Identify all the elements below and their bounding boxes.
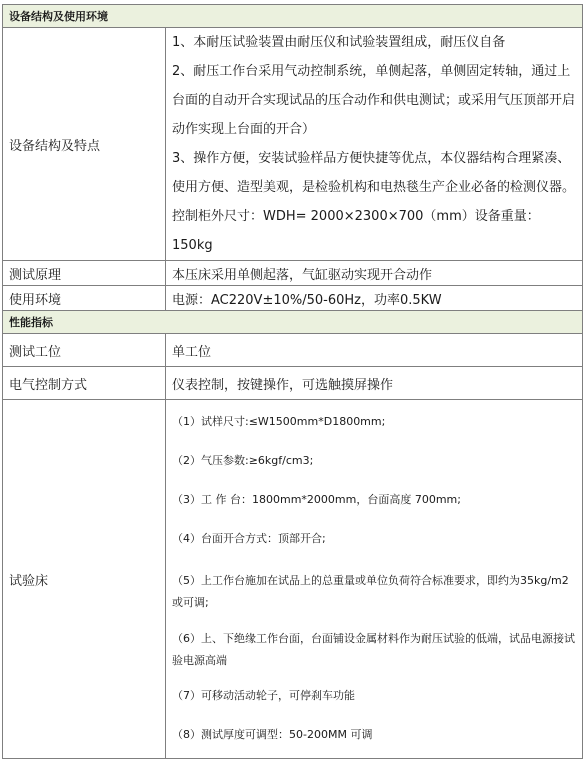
section-row-structure [3, 5, 583, 28]
test-bed-item-4: （4）台面开合方式：顶部开合; [172, 532, 326, 545]
row-environment [3, 286, 583, 311]
value-environment: 电源：AC220V±10%/50-60Hz，功率0.5KW [166, 286, 583, 311]
label-test-principle: 测试原理 [3, 261, 166, 286]
value-test-principle: 本压床采用单侧起落，气缸驱动实现开合动作 [166, 261, 583, 286]
test-bed-item-6: （6）上、下绝缘工作台面，台面铺设金属材料作为耐压试验的低端，试品电源接试验电源高端 [172, 632, 575, 667]
test-bed-item-3: （3）工 作 台：1800mm*2000mm，台面高度 700mm; [172, 493, 461, 506]
value-test-bed [166, 400, 583, 759]
row-test-principle [3, 261, 583, 286]
row-structure-features [3, 28, 583, 261]
test-bed-item-1: （1）试样尺寸:≤W1500mm*D1800mm; [172, 415, 386, 428]
label-test-bed: 试验床 [3, 400, 166, 759]
section-header-performance: 性能指标 [3, 311, 583, 334]
test-bed-item-7: （7）可移动活动轮子，可停刹车功能 [172, 689, 355, 702]
test-bed-item-8: （8）测试厚度可调型：50-200MM 可调 [172, 728, 373, 741]
value-structure-features [166, 28, 583, 261]
feature-line-dimensions: 控制柜外尺寸：WDH= 2000×2300×700（mm）设备重量：150kg [172, 209, 540, 253]
label-environment: 使用环境 [3, 286, 166, 311]
row-stations [3, 334, 583, 367]
section-row-performance [3, 311, 583, 334]
row-control [3, 367, 583, 400]
label-control: 电气控制方式 [3, 367, 166, 400]
spec-table [2, 4, 583, 759]
feature-line-2: 2、耐压工作台采用气动控制系统，单侧起落，单侧固定转轴，通过上台面的自动开合实现试品的压合动作和供电测试；或采用气压顶部开启动作实现上台面的开合） [172, 64, 576, 137]
section-header-structure: 设备结构及使用环境 [3, 5, 583, 28]
label-stations: 测试工位 [3, 334, 166, 367]
row-test-bed [3, 400, 583, 759]
test-bed-item-2: （2）气压参数:≥6kgf/cm3; [172, 454, 314, 467]
value-control: 仪表控制，按键操作，可选触摸屏操作 [166, 367, 583, 400]
feature-line-1: 1、本耐压试验装置由耐压仪和试验装置组成，耐压仪自备 [172, 35, 506, 50]
test-bed-item-5: （5）上工作台施加在试品上的总重量或单位负荷符合标准要求，即约为35kg/m2 或可调; [172, 574, 569, 609]
value-stations: 单工位 [166, 334, 583, 367]
label-structure-features: 设备结构及特点 [3, 28, 166, 261]
feature-line-3: 3、操作方便，安装试验样品方便快捷等优点，本仪器结构合理紧凑、使用方便、造型美观，是检验机构和电热毯生产企业必备的检测仪器。 [172, 151, 576, 195]
